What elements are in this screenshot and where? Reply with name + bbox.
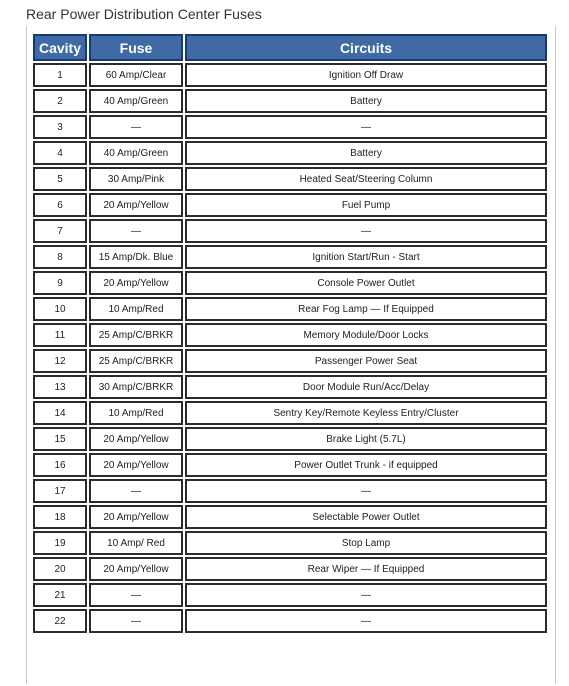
table-row: [33, 557, 547, 581]
cell-circuits: Battery: [185, 141, 547, 165]
page-title: Rear Power Distribution Center Fuses: [26, 6, 262, 22]
table-header-row: [33, 34, 547, 61]
cell-cavity: 9: [33, 271, 87, 295]
cell-fuse: —: [89, 609, 183, 633]
cell-circuits: Brake Light (5.7L): [185, 427, 547, 451]
cell-fuse: 20 Amp/Yellow: [89, 453, 183, 477]
cell-fuse: 30 Amp/C/BRKR: [89, 375, 183, 399]
cell-circuits: Rear Wiper — If Equipped: [185, 557, 547, 581]
cell-fuse: —: [89, 115, 183, 139]
header-fuse: Fuse: [89, 34, 183, 61]
cell-fuse: 10 Amp/Red: [89, 297, 183, 321]
table-row: [33, 271, 547, 295]
header-circuits: Circuits: [185, 34, 547, 61]
cell-cavity: 5: [33, 167, 87, 191]
cell-fuse: 20 Amp/Yellow: [89, 505, 183, 529]
table-row: [33, 167, 547, 191]
cell-cavity: 2: [33, 89, 87, 113]
cell-cavity: 18: [33, 505, 87, 529]
cell-cavity: 3: [33, 115, 87, 139]
cell-circuits: Sentry Key/Remote Keyless Entry/Cluster: [185, 401, 547, 425]
cell-fuse: 20 Amp/Yellow: [89, 271, 183, 295]
cell-fuse: 40 Amp/Green: [89, 89, 183, 113]
table-row: [33, 245, 547, 269]
cell-cavity: 17: [33, 479, 87, 503]
cell-cavity: 7: [33, 219, 87, 243]
cell-fuse: 20 Amp/Yellow: [89, 557, 183, 581]
table-row: [33, 141, 547, 165]
cell-cavity: 8: [33, 245, 87, 269]
cell-circuits: Door Module Run/Acc/Delay: [185, 375, 547, 399]
cell-cavity: 4: [33, 141, 87, 165]
table-body: [33, 63, 547, 633]
table-row: [33, 323, 547, 347]
table-row: [33, 583, 547, 607]
table-row: [33, 453, 547, 477]
table-row: [33, 89, 547, 113]
cell-fuse: —: [89, 219, 183, 243]
cell-cavity: 6: [33, 193, 87, 217]
table-row: [33, 427, 547, 451]
cell-circuits: Ignition Start/Run - Start: [185, 245, 547, 269]
cell-circuits: —: [185, 583, 547, 607]
cell-circuits: Console Power Outlet: [185, 271, 547, 295]
cell-fuse: —: [89, 583, 183, 607]
cell-cavity: 14: [33, 401, 87, 425]
table-row: [33, 219, 547, 243]
table-row: [33, 479, 547, 503]
cell-cavity: 19: [33, 531, 87, 555]
cell-circuits: Ignition Off Draw: [185, 63, 547, 87]
cell-cavity: 1: [33, 63, 87, 87]
table-row: [33, 375, 547, 399]
cell-circuits: Selectable Power Outlet: [185, 505, 547, 529]
cell-circuits: Rear Fog Lamp — If Equipped: [185, 297, 547, 321]
cell-fuse: 20 Amp/Yellow: [89, 193, 183, 217]
table-row: [33, 505, 547, 529]
cell-circuits: Power Outlet Trunk - if equipped: [185, 453, 547, 477]
cell-cavity: 20: [33, 557, 87, 581]
cell-cavity: 10: [33, 297, 87, 321]
fuse-table: [31, 32, 549, 635]
cell-fuse: 20 Amp/Yellow: [89, 427, 183, 451]
table-row: [33, 401, 547, 425]
cell-circuits: —: [185, 609, 547, 633]
cell-fuse: 30 Amp/Pink: [89, 167, 183, 191]
cell-circuits: Battery: [185, 89, 547, 113]
cell-cavity: 13: [33, 375, 87, 399]
cell-circuits: —: [185, 479, 547, 503]
table-row: [33, 193, 547, 217]
cell-circuits: —: [185, 115, 547, 139]
cell-cavity: 11: [33, 323, 87, 347]
cell-fuse: 25 Amp/C/BRKR: [89, 323, 183, 347]
table-row: [33, 297, 547, 321]
cell-circuits: Stop Lamp: [185, 531, 547, 555]
cell-circuits: Heated Seat/Steering Column: [185, 167, 547, 191]
cell-fuse: —: [89, 479, 183, 503]
table-row: [33, 63, 547, 87]
cell-cavity: 22: [33, 609, 87, 633]
cell-circuits: Memory Module/Door Locks: [185, 323, 547, 347]
cell-fuse: 40 Amp/Green: [89, 141, 183, 165]
table-row: [33, 531, 547, 555]
cell-circuits: Fuel Pump: [185, 193, 547, 217]
cell-fuse: 10 Amp/ Red: [89, 531, 183, 555]
cell-circuits: —: [185, 219, 547, 243]
table-row: [33, 115, 547, 139]
cell-circuits: Passenger Power Seat: [185, 349, 547, 373]
cell-fuse: 25 Amp/C/BRKR: [89, 349, 183, 373]
header-cavity: Cavity: [33, 34, 87, 61]
cell-cavity: 12: [33, 349, 87, 373]
table-row: [33, 609, 547, 633]
cell-fuse: 10 Amp/Red: [89, 401, 183, 425]
table-row: [33, 349, 547, 373]
cell-cavity: 21: [33, 583, 87, 607]
cell-fuse: 15 Amp/Dk. Blue: [89, 245, 183, 269]
cell-cavity: 15: [33, 427, 87, 451]
cell-cavity: 16: [33, 453, 87, 477]
cell-fuse: 60 Amp/Clear: [89, 63, 183, 87]
